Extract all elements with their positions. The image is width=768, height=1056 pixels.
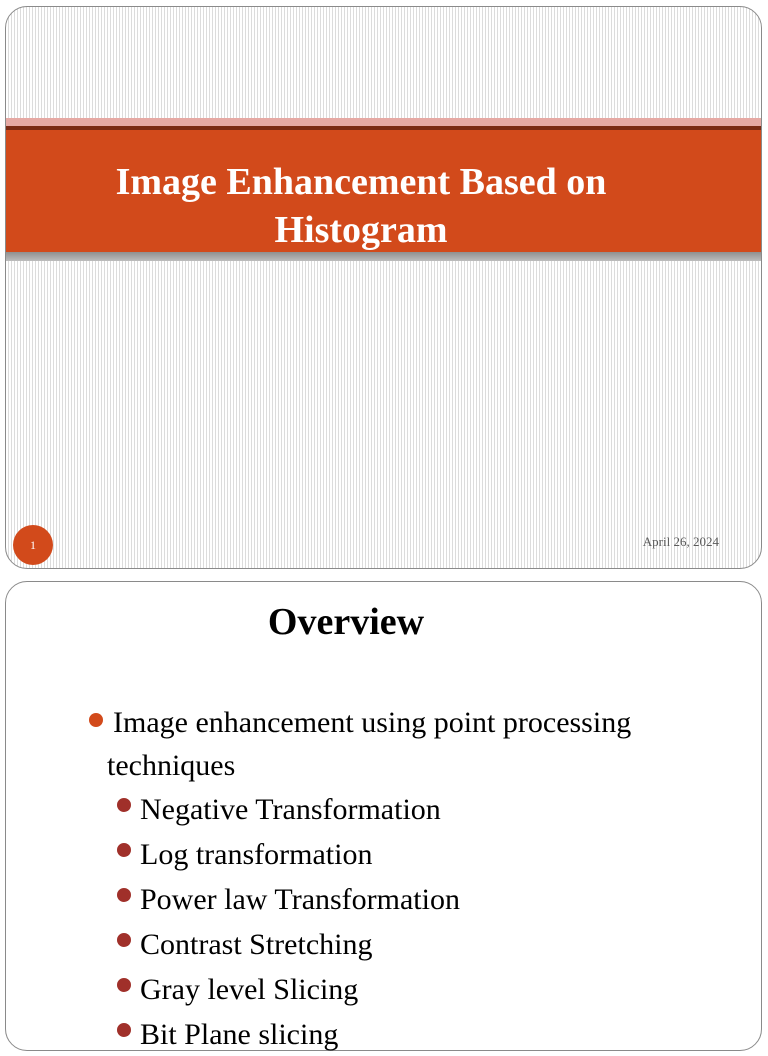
slide-date: April 26, 2024	[642, 534, 719, 549]
main-bullet-line2: techniques	[107, 749, 236, 782]
sub-bullet-item: Contrast Stretching	[140, 928, 373, 961]
sub-bullet-dot-icon	[117, 1023, 131, 1037]
slide-1[interactable]	[5, 6, 762, 569]
sub-bullet-dot-icon	[117, 888, 131, 902]
title-band-top-stripe	[6, 118, 761, 126]
slide-number-badge: 1	[13, 525, 53, 565]
sub-bullet-item: Power law Transformation	[140, 883, 460, 916]
sub-bullet-item: Gray level Slicing	[140, 973, 359, 1006]
sub-bullet-dot-icon	[117, 843, 131, 857]
sub-bullet-item: Negative Transformation	[140, 793, 441, 826]
sub-bullet-item: Log transformation	[140, 838, 373, 871]
sub-bullet-item: Bit Plane slicing	[140, 1018, 339, 1051]
sub-bullet-dot-icon	[117, 798, 131, 812]
slide-title: Image Enhancement Based on Histogram	[115, 161, 607, 251]
bullet-dot-icon	[89, 713, 103, 727]
main-bullet-line1: Image enhancement using point processing	[113, 706, 632, 739]
sub-bullet-dot-icon	[117, 978, 131, 992]
overview-title: Overview	[267, 601, 425, 643]
sub-bullet-dot-icon	[117, 933, 131, 947]
slide-2[interactable]	[5, 581, 762, 1051]
